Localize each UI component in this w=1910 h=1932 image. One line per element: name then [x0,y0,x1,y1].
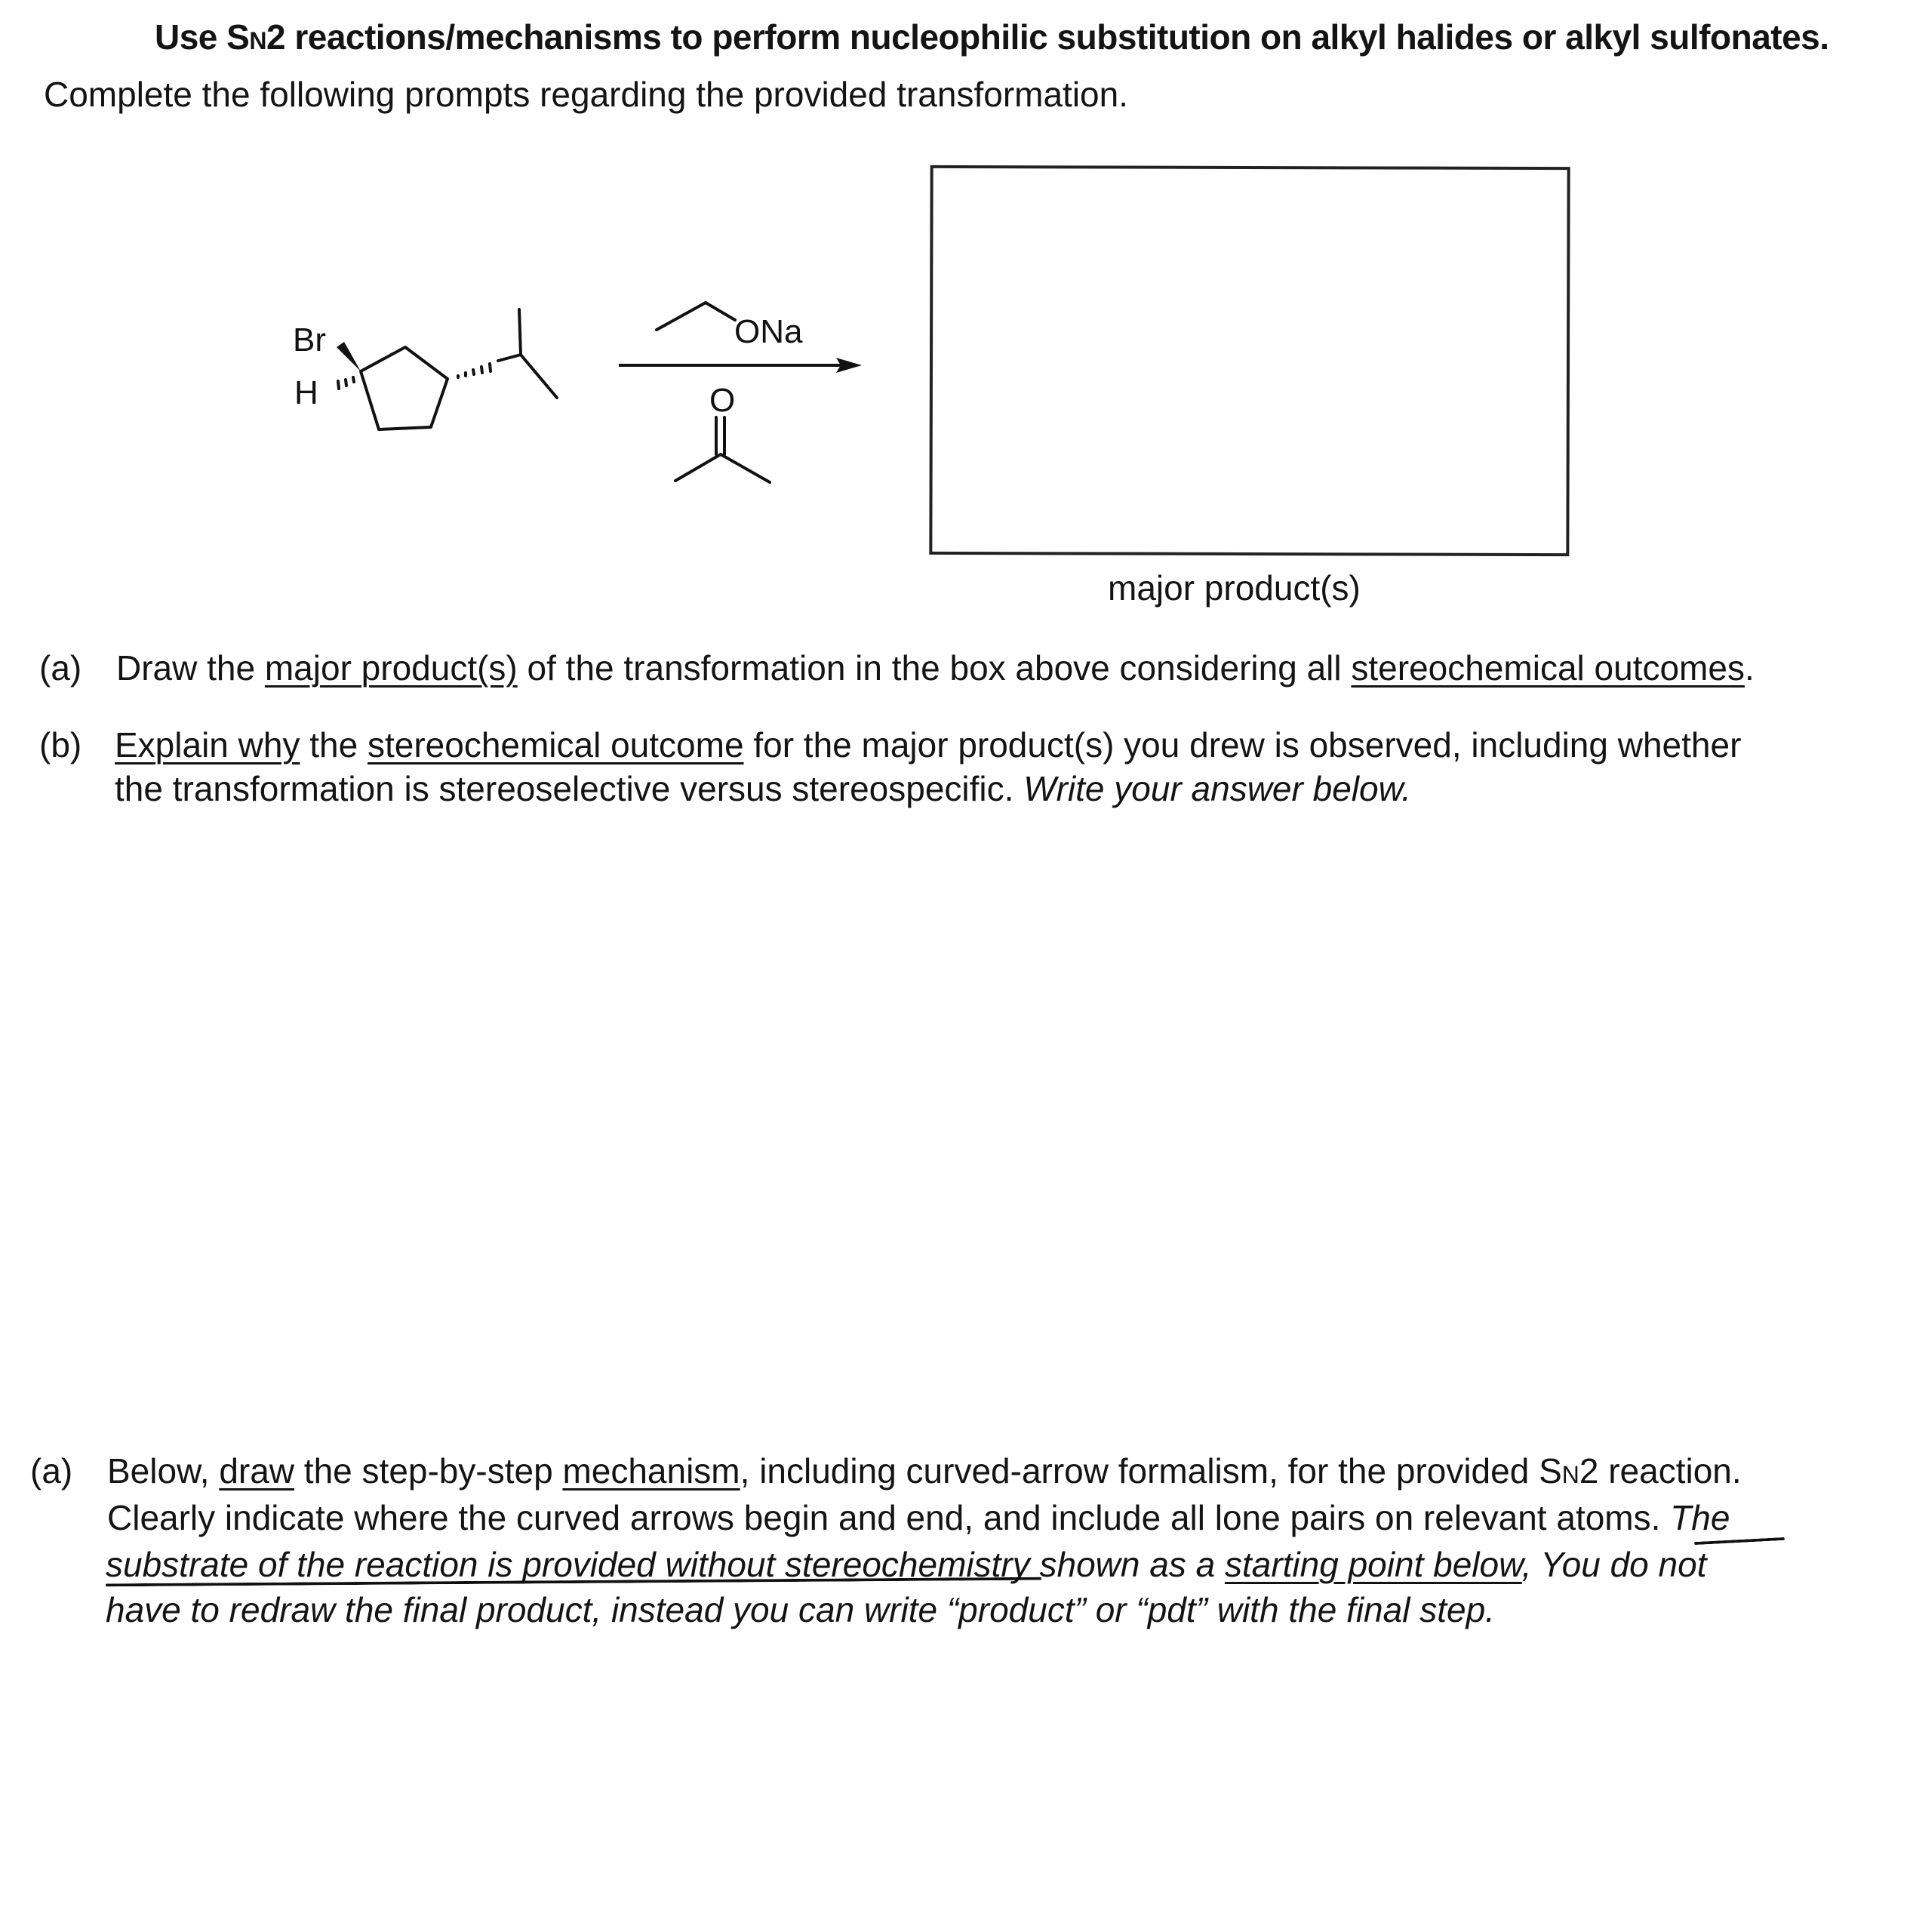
hashed-bond-isopropyl [458,364,491,377]
hashed-bond-h [338,377,354,389]
acetone-structure [675,417,770,482]
reagent-ona-label: ONa [734,313,803,350]
question-a [0,646,1910,691]
substrate-structure [361,309,557,429]
question-mechanism-line4: have to redraw the final product, instead you can write “product” or “pdt” with the final step. [106,1590,1495,1629]
question-b-label: (b) [39,725,82,764]
question-mechanism-line2: Clearly indicate where the curved arrows begin and end, and include all lone pairs on relevant atoms. The [107,1498,1730,1537]
solvent-oxygen-label: O [709,382,736,419]
isopropyl-down-bond [521,355,557,398]
question-mechanism-label: (a) [30,1451,73,1491]
question-mechanism-line3: substrate of the reaction is provided without stereochemistry shown as a starting point below, You do not [106,1545,1707,1584]
substrate-br-label: Br [293,321,326,358]
question-a-text: Draw the major product(s) of the transformation in the box above considering all stereochemical outcomes. [116,648,1755,688]
question-a-label: (a) [39,648,82,688]
instruction-text: Complete the following prompts regarding the provided transformation. [44,75,1128,114]
substrate-h-label: H [294,374,318,411]
question-b-line2: the transformation is stereoselective versus stereospecific. Write your answer below. [115,769,1412,808]
reaction-scheme [0,0,936,543]
question-b [0,723,1910,814]
page-heading: Use SN2 reactions/mechanisms to perform nucleophilic substitution on alkyl halides or alkyl sulfonates. [155,17,1829,57]
wedge-bond-br [337,342,361,371]
question-b-line1: Explain why the stereochemical outcome for the major product(s) you drew is observed, including whether [115,725,1742,764]
isopropyl-up-bond [519,309,521,355]
product-box-caption: major product(s) [1108,568,1361,608]
ring-to-isopropyl-bond [498,355,521,361]
question-mechanism [0,1449,1910,1645]
product-answer-box[interactable] [929,165,1570,556]
question-mechanism-line1: Below, draw the step-by-step mechanism, including curved-arrow formalism, for the provided SN2 reaction. [107,1451,1742,1491]
ethoxide-structure [657,303,735,330]
cyclopentane-ring [361,347,448,429]
